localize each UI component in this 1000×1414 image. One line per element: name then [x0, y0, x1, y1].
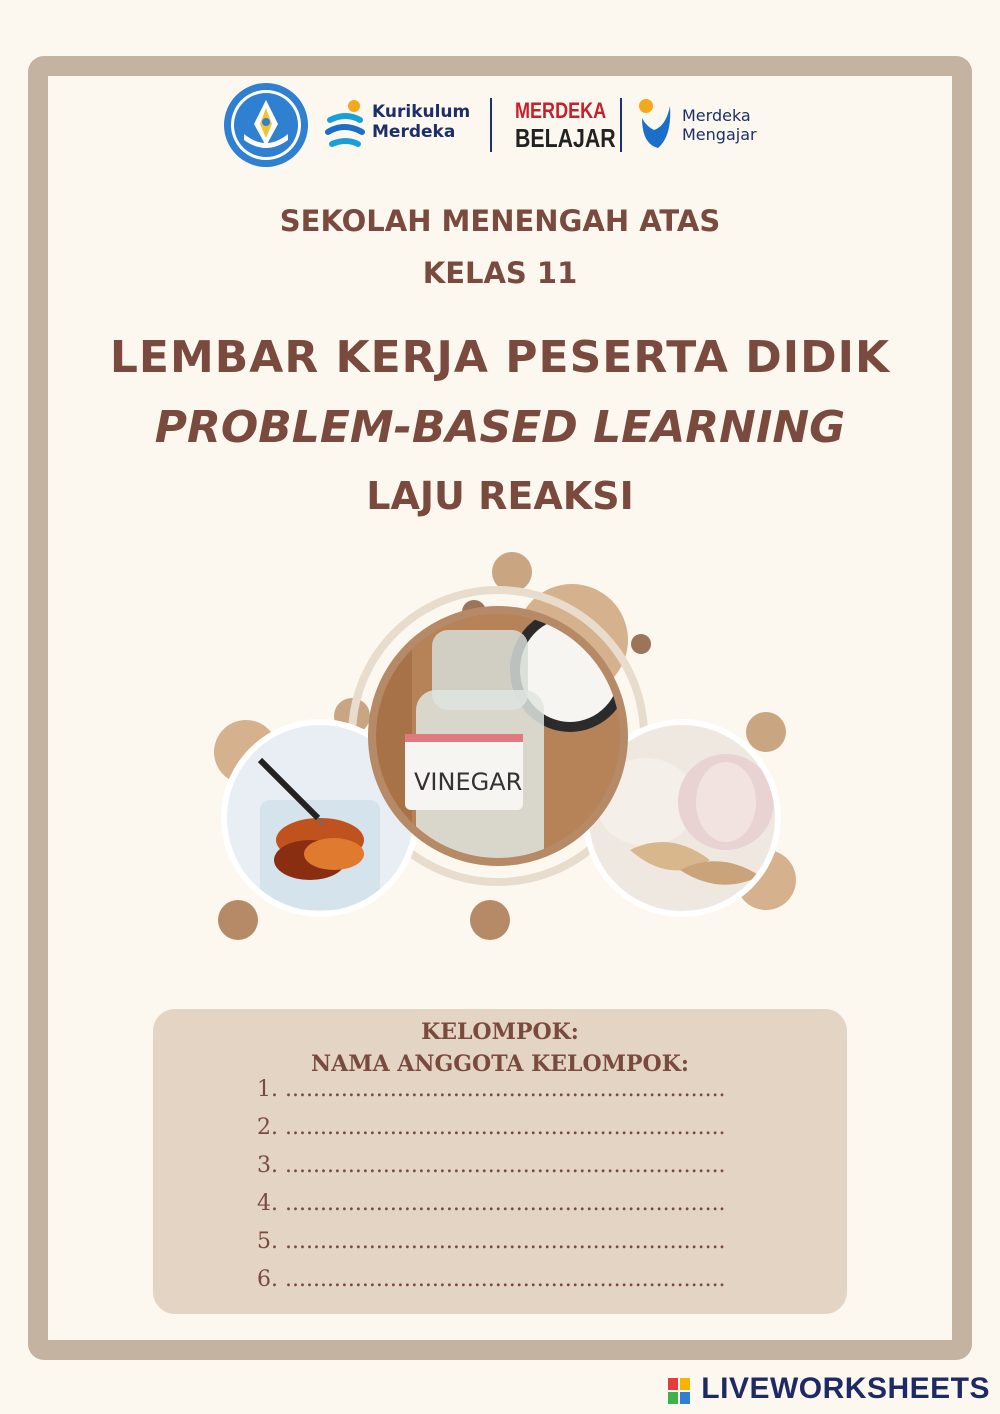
deco-circle [470, 900, 510, 940]
member-line-4[interactable]: 4. ............................................................... [257, 1191, 726, 1216]
merdeka-belajar-logo [506, 98, 616, 154]
deco-circle [631, 634, 651, 654]
merdeka-mengajar-text [682, 106, 792, 144]
merdeka-belajar-line1: MERDEKA [515, 98, 607, 123]
kurikulum-merdeka-text [372, 102, 492, 142]
merdeka-belajar-line2: BELAJAR [515, 123, 616, 153]
liveworksheets-watermark [668, 1372, 990, 1409]
tut-wuri-handayani-logo [222, 82, 310, 168]
member-line-5[interactable]: 5. ............................................................... [257, 1229, 726, 1254]
group-info-box [153, 1009, 847, 1314]
worksheet-subtitle: PROBLEM-BASED LEARNING [154, 402, 846, 453]
deco-circle [218, 900, 258, 940]
merdeka-word: Merdeka [372, 122, 456, 142]
liveworksheets-icon [668, 1378, 692, 1408]
merdeka-mengajar-icon [636, 96, 676, 154]
member-line-3[interactable]: 3. ............................................................... [257, 1153, 726, 1178]
group-label: KELOMPOK: [421, 1019, 579, 1045]
merdeka-word: Merdeka [682, 106, 751, 125]
kurikulum-merdeka-logo [324, 96, 484, 154]
member-line-6[interactable]: 6. ............................................................... [257, 1267, 726, 1292]
kurikulum-word: Kurikulum [372, 102, 471, 122]
worksheet-title: LEMBAR KERJA PESERTA DIDIK [109, 332, 891, 383]
mengajar-word: Mengajar [682, 125, 757, 144]
members-label: NAMA ANGGOTA KELOMPOK: [311, 1051, 689, 1077]
deco-circle [746, 712, 786, 752]
topic-title: LAJU REAKSI [366, 474, 634, 518]
vinegar-label: VINEGAR [414, 768, 523, 796]
member-line-1[interactable]: 1. ............................................................... [257, 1077, 726, 1102]
grade-label: KELAS 11 [422, 256, 578, 290]
kurikulum-merdeka-icon [324, 98, 368, 150]
logo-strip [222, 82, 782, 170]
logo-divider [620, 98, 622, 152]
merdeka-mengajar-logo [636, 96, 786, 154]
liveworksheets-text: LIVEWORKSHEETS [701, 1371, 990, 1405]
illustration [200, 540, 800, 960]
school-level: SEKOLAH MENENGAH ATAS [279, 204, 721, 238]
logo-divider [490, 98, 492, 152]
member-line-2[interactable]: 2. ............................................................... [257, 1115, 726, 1140]
